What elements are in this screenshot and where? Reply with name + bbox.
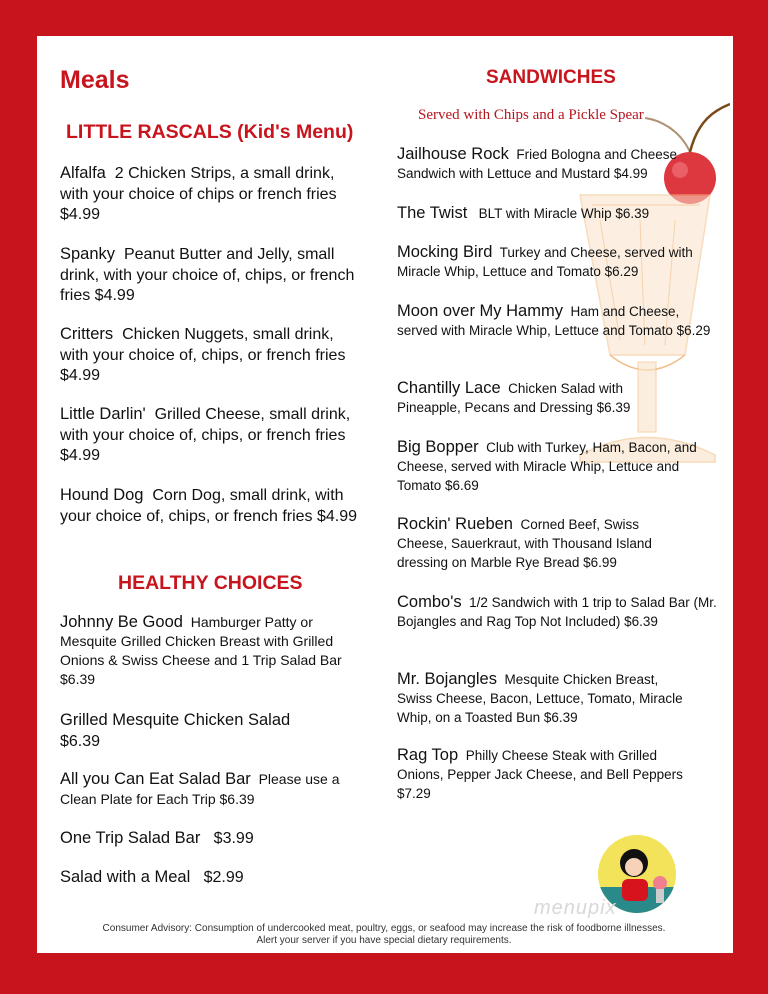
menu-item xyxy=(60,613,365,689)
item-desc: 2 Chicken Strips, a small drink, with your choice of chips or french fries $4.99 xyxy=(60,165,337,223)
item-desc: Turkey and Cheese, served with Miracle Whip, Lettuce and Tomato $6.29 xyxy=(397,245,693,279)
item-desc: $6.39 xyxy=(60,732,101,750)
item-name: Rag Top xyxy=(397,746,459,764)
item-desc: Mesquite Chicken Breast, Swiss Cheese, Bacon, Lettuce, Tomato, Miracle Whip, on a Toasted Bun $6.39 xyxy=(397,672,683,725)
kids-heading: LITTLE RASCALS (Kid's Menu) xyxy=(66,121,354,143)
menu-item xyxy=(60,828,365,850)
menu-item xyxy=(397,243,717,281)
item-desc: $3.99 xyxy=(213,830,254,847)
sandwiches-heading: SANDWICHES xyxy=(486,67,616,88)
item-name: Johnny Be Good xyxy=(60,613,183,631)
menu-item xyxy=(60,163,365,226)
healthy-heading: HEALTHY CHOICES xyxy=(118,572,303,594)
item-name: Combo's xyxy=(397,593,462,611)
item-name: Big Bopper xyxy=(397,438,479,456)
item-name: Spanky xyxy=(60,245,116,263)
item-name: Little Darlin' xyxy=(60,405,146,423)
item-desc: Please use a Clean Plate for Each Trip $6.39 xyxy=(60,771,340,807)
item-desc: Corned Beef, Swiss Cheese, Sauerkraut, with Thousand Island dressing on Marble Rye Bread $6.99 xyxy=(397,517,652,570)
item-desc: Corn Dog, small drink, with your choice of, chips, or french fries $4.99 xyxy=(60,487,358,525)
item-name: Grilled Mesquite Chicken Salad xyxy=(60,711,291,729)
item-desc: 1/2 Sandwich with 1 trip to Salad Bar (Mr. Bojangles and Rag Top Not Included) $6.39 xyxy=(397,595,717,629)
menu-item xyxy=(60,404,365,467)
menu-item xyxy=(397,379,667,417)
item-name: Alfalfa xyxy=(60,164,106,182)
item-desc: Philly Cheese Steak with Grilled Onions, Pepper Jack Cheese, and Bell Peppers $7.29 xyxy=(397,748,683,801)
menu-item xyxy=(397,515,682,572)
item-desc: Hamburger Patty or Mesquite Grilled Chicken Breast with Grilled Onions & Swiss Cheese and 1 Trip Salad Bar $6.39 xyxy=(60,614,342,687)
item-desc: Peanut Butter and Jelly, small drink, with your choice of, chips, or french fries $4.99 xyxy=(60,246,355,304)
item-name: All you Can Eat Salad Bar xyxy=(60,770,251,788)
item-name: Chantilly Lace xyxy=(397,379,501,397)
menu-item xyxy=(60,244,365,307)
item-name: Mocking Bird xyxy=(397,243,493,261)
advisory-line-2: Alert your server if you have special dietary requirements. xyxy=(256,935,512,946)
item-desc: Fried Bologna and Cheese Sandwich with Lettuce and Mustard $4.99 xyxy=(397,147,678,181)
menu-item xyxy=(60,324,365,387)
item-desc: BLT with Miracle Whip $6.39 xyxy=(478,206,650,221)
item-desc: Chicken Nuggets, small drink, with your choice of, chips, or french fries $4.99 xyxy=(60,326,346,384)
menu-item xyxy=(60,769,365,809)
menu-item xyxy=(397,204,717,223)
advisory-line-1: Consumer Advisory: Consumption of undercooked meat, poultry, eggs, or seafood may increase the risk of foodborne illnesses. xyxy=(102,923,666,934)
item-desc: Grilled Cheese, small drink, with your choice of, chips, or french fries $4.99 xyxy=(60,406,351,464)
menu-item xyxy=(397,438,702,495)
item-name: Hound Dog xyxy=(60,486,144,504)
item-desc: Club with Turkey, Ham, Bacon, and Cheese, served with Miracle Whip, Lettuce and Tomato $6.69 xyxy=(397,440,697,493)
menu-item xyxy=(60,485,365,527)
item-name: Mr. Bojangles xyxy=(397,670,497,688)
menu-item xyxy=(60,867,365,889)
menu-item xyxy=(397,593,717,631)
menu-item xyxy=(397,145,717,183)
item-desc: $2.99 xyxy=(203,869,244,886)
item-name: Jailhouse Rock xyxy=(397,145,509,163)
page-title: Meals xyxy=(60,66,130,94)
sandwiches-subheading: Served with Chips and a Pickle Spear xyxy=(418,107,644,123)
menu-item xyxy=(397,302,717,340)
watermark: menupix xyxy=(534,897,617,919)
item-name: Moon over My Hammy xyxy=(397,302,563,320)
item-name: Critters xyxy=(60,325,114,343)
consumer-advisory xyxy=(60,923,708,947)
item-name: Salad with a Meal xyxy=(60,868,191,886)
menu-item xyxy=(397,670,692,727)
item-desc: Chicken Salad with Pineapple, Pecans and Dressing $6.39 xyxy=(397,381,631,415)
menu-item xyxy=(60,710,320,752)
menu-item xyxy=(397,746,687,803)
item-name: Rockin' Rueben xyxy=(397,515,513,533)
item-desc: Ham and Cheese, served with Miracle Whip, Lettuce and Tomato $6.29 xyxy=(397,304,711,338)
item-name: One Trip Salad Bar xyxy=(60,829,201,847)
item-name: The Twist xyxy=(397,204,468,222)
